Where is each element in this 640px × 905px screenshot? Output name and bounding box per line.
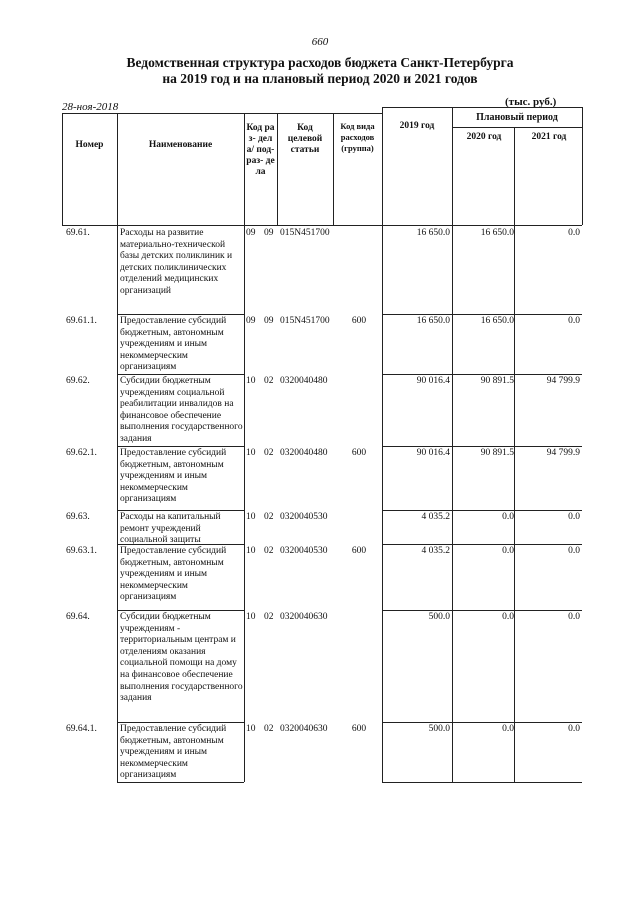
title-line-2: на 2019 год и на плановый период 2020 и 2021 годов <box>162 71 478 86</box>
row-vline <box>244 610 245 722</box>
row-number: 69.62.1. <box>66 448 97 458</box>
value-2021: 0.0 <box>568 546 580 556</box>
row-number: 69.63. <box>66 512 90 522</box>
value-2020: 90 891.5 <box>480 376 514 386</box>
row-vline <box>244 374 245 446</box>
expense-type-code: 600 <box>351 316 367 326</box>
row-name: Предоставление субсидий бюджетным, автономным учреждениям и иным некоммерческим организациям <box>120 448 227 505</box>
value-2021: 0.0 <box>568 228 580 238</box>
row-separator <box>382 314 582 315</box>
value-2021: 0.0 <box>568 316 580 326</box>
row-vline <box>452 446 453 510</box>
target-code: 0320040630 <box>280 724 328 734</box>
row-vline <box>117 610 118 722</box>
subsection-code: 02 <box>264 724 274 734</box>
row-vline <box>117 314 118 374</box>
row-vline <box>514 446 515 510</box>
row-number: 69.63.1. <box>66 546 97 556</box>
row-name: Субсидии бюджетным учреждениям социальной реабилитации инвалидов на финансовое обеспечение выполнения государственного задания <box>120 376 243 444</box>
value-2020: 90 891.5 <box>480 448 514 458</box>
row-vline <box>117 544 118 610</box>
header-vline <box>382 107 383 225</box>
value-2021: 0.0 <box>568 724 580 734</box>
subsection-code: 02 <box>264 376 274 386</box>
page-number: 660 <box>311 36 329 48</box>
row-vline <box>382 226 383 314</box>
subsection-code: 02 <box>264 612 274 622</box>
row-vline <box>514 374 515 446</box>
row-separator <box>382 544 582 545</box>
row-vline <box>382 722 383 782</box>
subsection-code: 09 <box>264 228 274 238</box>
planned-divider <box>452 127 582 128</box>
value-2021: 0.0 <box>568 612 580 622</box>
header-section-code: Код раз- дела/ под- раз- дела <box>246 123 275 177</box>
row-vline <box>452 510 453 544</box>
row-separator <box>382 782 582 783</box>
value-2019: 500.0 <box>428 612 450 622</box>
row-vline <box>244 446 245 510</box>
row-separator <box>117 314 244 315</box>
row-vline <box>117 510 118 544</box>
row-name: Предоставление субсидий бюджетным, автономным учреждениям и иным некоммерческим организациям <box>120 316 227 373</box>
header-bottom-line <box>62 225 582 226</box>
header-vline <box>514 127 515 225</box>
row-vline <box>382 610 383 722</box>
row-vline <box>382 544 383 610</box>
header-2019: 2019 год <box>399 121 435 131</box>
header-planned-period: Плановый период <box>476 112 558 123</box>
row-name: Субсидии бюджетным учреждениям - территориальным центрам и отделениям оказания социальной помощи на дому на финансовое обеспечение выполнения государственного задания <box>120 612 243 704</box>
row-separator <box>382 610 582 611</box>
target-code: 015N451700 <box>280 228 330 238</box>
expense-type-code: 600 <box>351 724 367 734</box>
row-vline <box>452 544 453 610</box>
expense-type-code: 600 <box>351 448 367 458</box>
row-number: 69.64.1. <box>66 724 97 734</box>
row-vline <box>117 446 118 510</box>
row-separator <box>382 722 582 723</box>
header-vline <box>452 107 453 225</box>
header-vline <box>244 113 245 225</box>
row-vline <box>117 722 118 782</box>
row-separator <box>117 510 244 511</box>
section-code: 09 <box>246 228 256 238</box>
row-separator <box>117 722 244 723</box>
value-2019: 16 650.0 <box>416 316 450 326</box>
row-vline <box>244 544 245 610</box>
header-vline <box>582 107 583 225</box>
section-code: 10 <box>246 512 256 522</box>
target-code: 0320040530 <box>280 512 328 522</box>
row-separator <box>117 610 244 611</box>
title-line-1: Ведомственная структура расходов бюджета Санкт-Петербурга <box>126 55 514 70</box>
row-name: Предоставление субсидий бюджетным, автономным учреждениям и иным некоммерческим организациям <box>120 546 227 603</box>
row-vline <box>452 610 453 722</box>
row-vline <box>382 314 383 374</box>
section-code: 10 <box>246 724 256 734</box>
row-vline <box>514 722 515 782</box>
row-separator <box>117 782 244 783</box>
value-2019: 16 650.0 <box>416 228 450 238</box>
value-2020: 0.0 <box>502 724 514 734</box>
row-vline <box>514 510 515 544</box>
row-name: Предоставление субсидий бюджетным, автономным учреждениям и иным некоммерческим организациям <box>120 724 227 781</box>
subsection-code: 02 <box>264 448 274 458</box>
value-2021: 94 799.9 <box>546 448 580 458</box>
value-2021: 94 799.9 <box>546 376 580 386</box>
row-vline <box>452 374 453 446</box>
target-code: 0320040630 <box>280 612 328 622</box>
subsection-code: 02 <box>264 546 274 556</box>
header-vline <box>277 113 278 225</box>
row-vline <box>514 544 515 610</box>
value-2019: 90 016.4 <box>416 376 450 386</box>
row-vline <box>382 446 383 510</box>
header-name: Наименование <box>148 140 213 150</box>
header-number: Номер <box>75 140 104 150</box>
value-2021: 0.0 <box>568 512 580 522</box>
value-2020: 16 650.0 <box>480 228 514 238</box>
row-vline <box>514 610 515 722</box>
document-title <box>60 55 580 87</box>
value-2020: 0.0 <box>502 612 514 622</box>
row-vline <box>244 314 245 374</box>
row-name: Расходы на развитие материально-технической базы детских поликлиник и детских поликлинических отделений медицинских организаций <box>120 228 233 296</box>
row-number: 69.64. <box>66 612 90 622</box>
header-top-line-right <box>382 107 582 108</box>
row-separator <box>117 446 244 447</box>
value-2019: 500.0 <box>428 724 450 734</box>
row-vline <box>452 226 453 314</box>
header-target-code: Код целевой статьи <box>287 123 323 155</box>
units-label: (тыс. руб.) <box>505 96 557 108</box>
row-separator <box>382 374 582 375</box>
row-vline <box>117 226 118 314</box>
section-code: 10 <box>246 612 256 622</box>
row-name: Расходы на капитальный ремонт учреждений социальной защиты <box>120 512 221 546</box>
section-code: 10 <box>246 376 256 386</box>
row-vline <box>244 226 245 314</box>
header-top-line <box>62 113 382 114</box>
row-number: 69.61.1. <box>66 316 97 326</box>
row-vline <box>514 226 515 314</box>
value-2019: 4 035.2 <box>421 512 450 522</box>
row-vline <box>244 510 245 544</box>
expense-type-code: 600 <box>351 546 367 556</box>
value-2020: 16 650.0 <box>480 316 514 326</box>
value-2020: 0.0 <box>502 546 514 556</box>
row-separator <box>382 446 582 447</box>
header-vline <box>117 113 118 225</box>
row-number: 69.61. <box>66 228 90 238</box>
header-expense-type: Код вида расходов (группа) <box>340 121 375 153</box>
header-vline <box>62 113 63 225</box>
row-vline <box>117 374 118 446</box>
row-vline <box>382 510 383 544</box>
header-2021: 2021 год <box>531 132 567 142</box>
row-number: 69.62. <box>66 376 90 386</box>
section-code: 10 <box>246 546 256 556</box>
target-code: 0320040530 <box>280 546 328 556</box>
subsection-code: 09 <box>264 316 274 326</box>
subsection-code: 02 <box>264 512 274 522</box>
row-vline <box>514 314 515 374</box>
target-code: 015N451700 <box>280 316 330 326</box>
section-code: 09 <box>246 316 256 326</box>
value-2019: 90 016.4 <box>416 448 450 458</box>
target-code: 0320040480 <box>280 448 328 458</box>
value-2020: 0.0 <box>502 512 514 522</box>
document-date: 28-ноя-2018 <box>62 101 119 113</box>
row-vline <box>382 374 383 446</box>
row-vline <box>244 722 245 782</box>
row-vline <box>452 722 453 782</box>
value-2019: 4 035.2 <box>421 546 450 556</box>
row-vline <box>452 314 453 374</box>
target-code: 0320040480 <box>280 376 328 386</box>
row-separator <box>382 510 582 511</box>
header-vline <box>333 113 334 225</box>
section-code: 10 <box>246 448 256 458</box>
header-2020: 2020 год <box>466 132 502 142</box>
row-separator <box>117 374 244 375</box>
